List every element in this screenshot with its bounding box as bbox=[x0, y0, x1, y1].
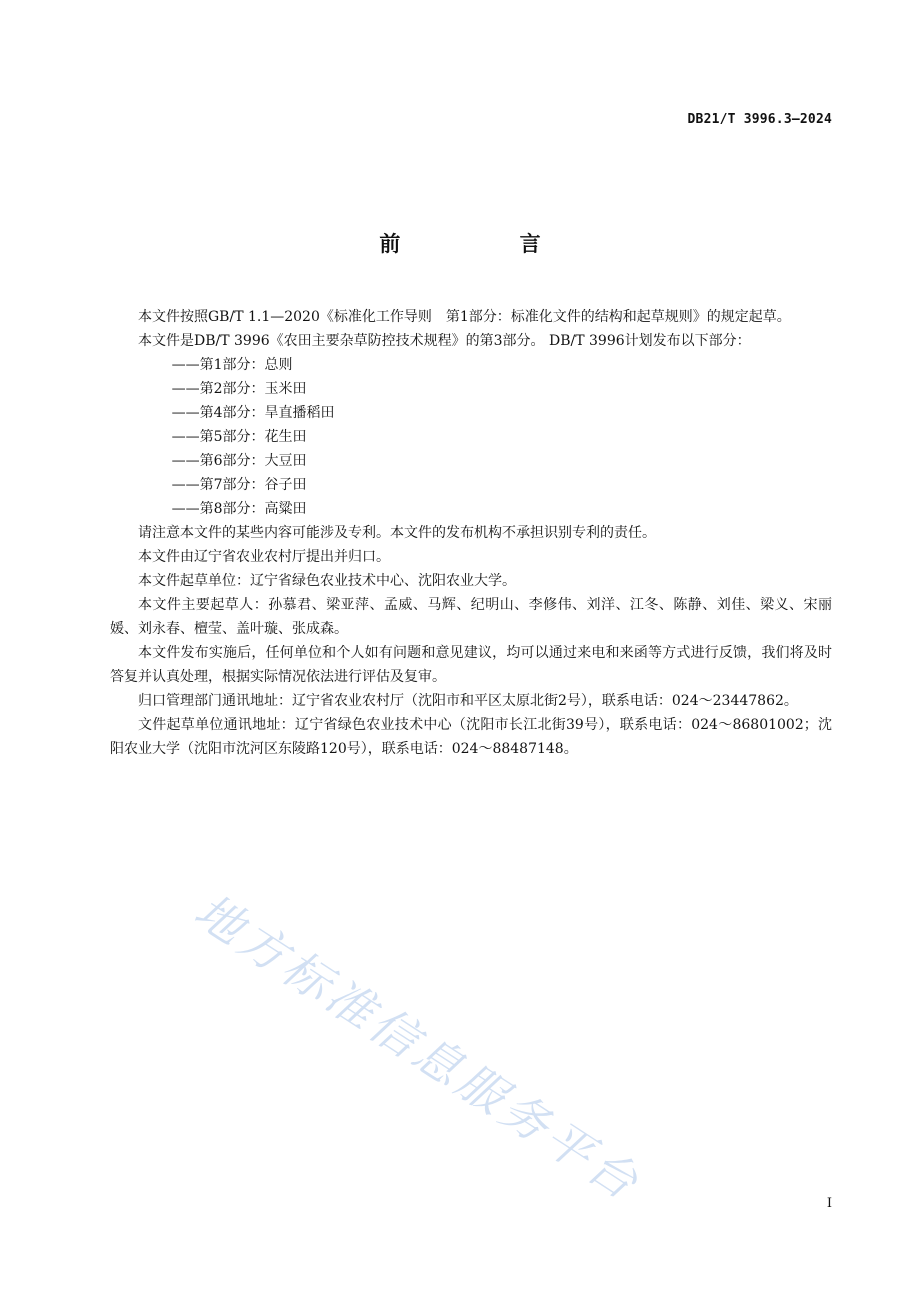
foreword-body bbox=[110, 305, 832, 761]
paragraph-feedback: 本文件发布实施后，任何单位和个人如有问题和意见建议，均可以通过来电和来函等方式进行反馈，我们将及时答复并认真处理，根据实际情况依法进行评估及复审。 bbox=[110, 645, 832, 685]
paragraph-proposer: 本文件由辽宁省农业农村厅提出并归口。 bbox=[138, 549, 390, 565]
paragraph-drafting-units: 本文件起草单位：辽宁省绿色农业技术中心、沈阳农业大学。 bbox=[138, 573, 516, 589]
list-item: ——第6部分：大豆田 bbox=[171, 453, 307, 469]
watermark: 地方标准信息服务平台 bbox=[184, 883, 651, 1213]
page-title: 前 言 bbox=[379, 232, 597, 256]
parts-list bbox=[110, 353, 832, 521]
paragraph-authority-address: 归口管理部门通讯地址：辽宁省农业农村厅（沈阳市和平区太原北街2号），联系电话：024～23447862。 bbox=[138, 693, 798, 709]
paragraph-drafting-basis: 本文件按照GB/T 1.1—2020《标准化工作导则 第1部分：标准化文件的结构和起草规则》的规定起草。 bbox=[138, 309, 791, 325]
list-item: ——第2部分：玉米田 bbox=[171, 381, 307, 397]
standard-code: DB21/T 3996.3—2024 bbox=[687, 112, 832, 127]
paragraph-patent-notice: 请注意本文件的某些内容可能涉及专利。本文件的发布机构不承担识别专利的责任。 bbox=[138, 525, 656, 541]
list-item: ——第7部分：谷子田 bbox=[171, 477, 307, 493]
paragraph-parts-intro: 本文件是DB/T 3996《农田主要杂草防控技术规程》的第3部分。 DB/T 3996计划发布以下部分： bbox=[138, 333, 751, 349]
list-item: ——第5部分：花生田 bbox=[171, 429, 307, 445]
paragraph-drafters: 本文件主要起草人：孙慕君、梁亚萍、孟威、马辉、纪明山、李修伟、刘洋、江冬、陈静、刘佳、梁义、宋丽媛、刘永春、檀莹、盖叶璇、张成森。 bbox=[110, 597, 832, 637]
list-item: ——第8部分：高粱田 bbox=[171, 501, 307, 517]
paragraph-drafter-address: 文件起草单位通讯地址：辽宁省绿色农业技术中心（沈阳市长江北街39号），联系电话：024～86801002；沈阳农业大学（沈阳市沈河区东陵路120号），联系电话：024～88487148。 bbox=[110, 717, 832, 757]
list-item: ——第4部分：旱直播稻田 bbox=[171, 405, 335, 421]
list-item: ——第1部分：总则 bbox=[171, 357, 293, 373]
page-number: I bbox=[826, 1196, 832, 1211]
